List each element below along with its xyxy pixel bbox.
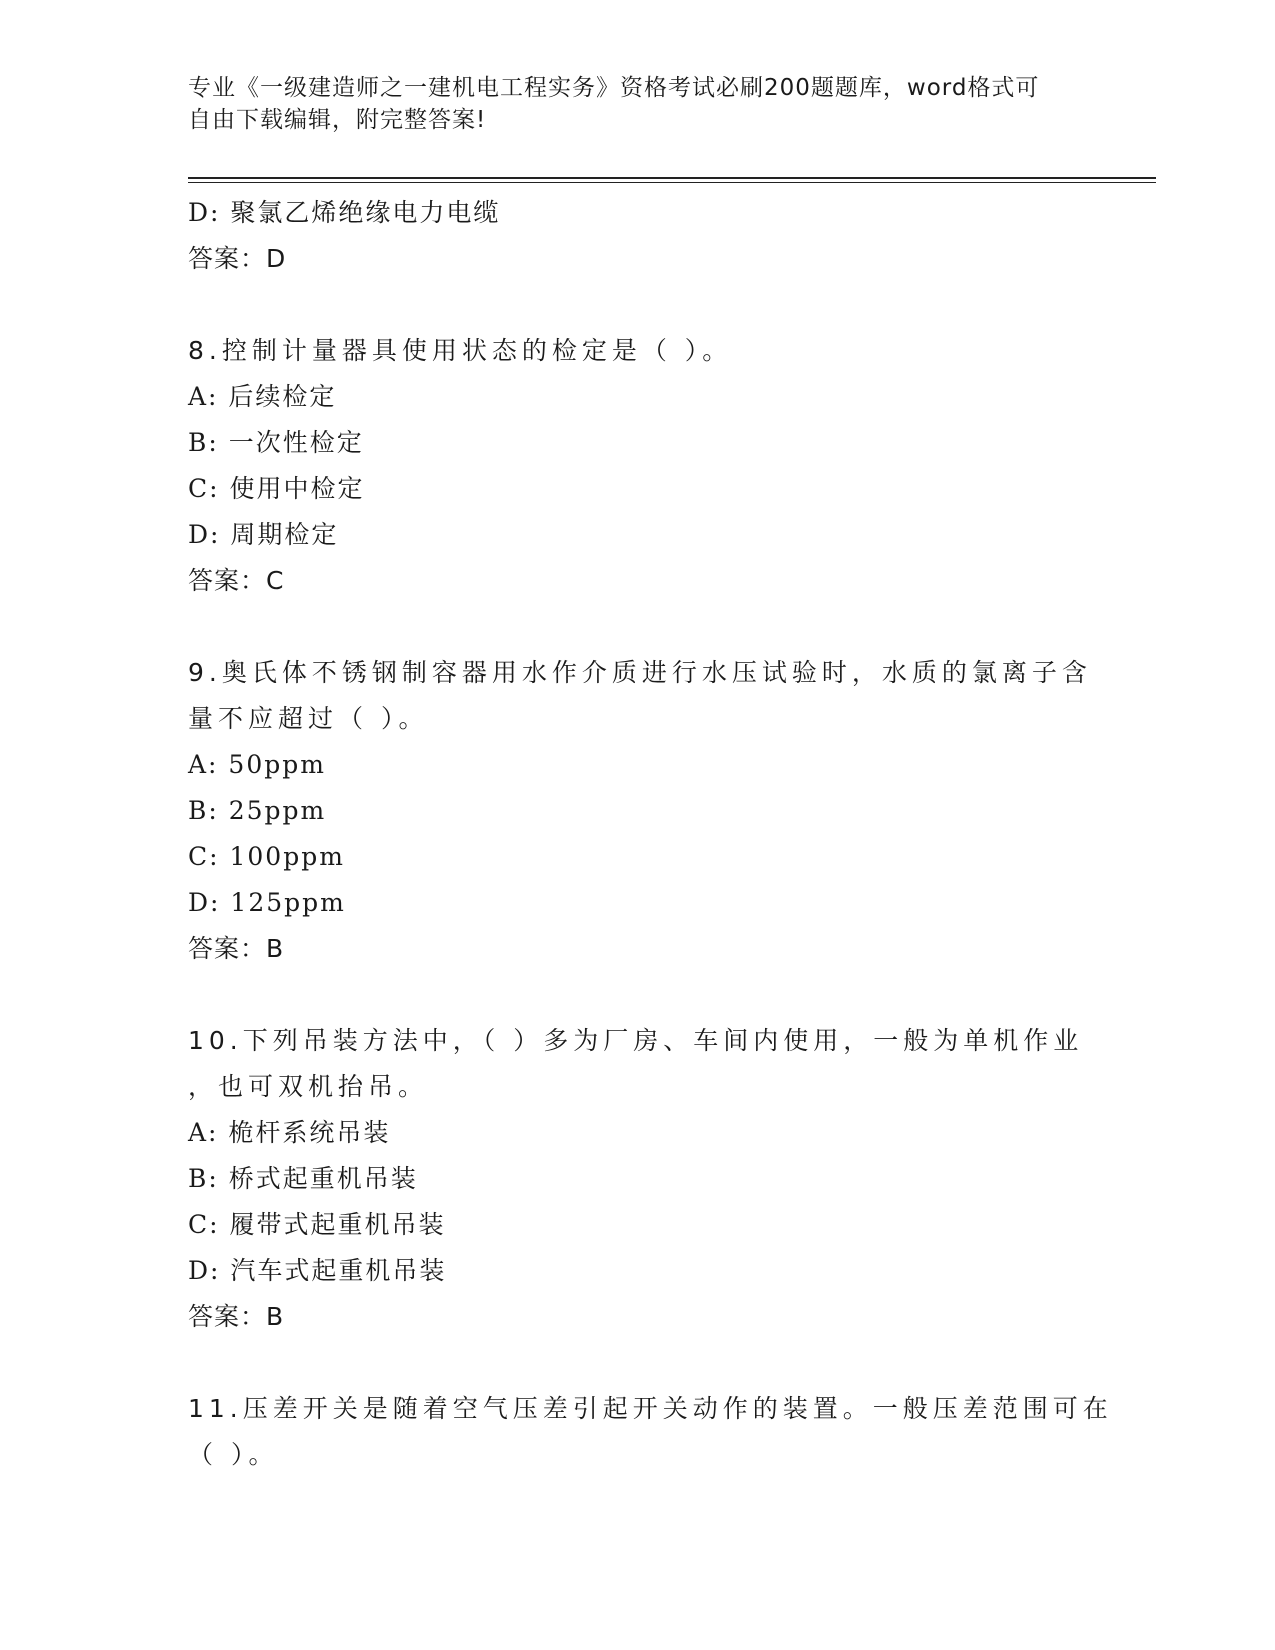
answer-label: 答案：B (188, 934, 285, 963)
question-stem-continued: 量不应超过（ ）。 (188, 704, 429, 733)
spacer (188, 972, 1088, 1018)
option-a: A: 后续检定 (188, 382, 337, 411)
option-c: C: 履带式起重机吊装 (188, 1210, 446, 1239)
option-c: C: 使用中检定 (188, 474, 365, 503)
question-block-8 (188, 328, 1088, 604)
question-stem-continued: （ ）。 (188, 1440, 279, 1469)
answer-label: 答案：B (188, 1302, 285, 1331)
option-a: A: 桅杆系统吊装 (188, 1118, 391, 1147)
answer-label: 答案：C (188, 566, 285, 595)
option-c: C: 100ppm (188, 842, 345, 871)
question-block-prev (188, 190, 1088, 282)
question-block-11 (188, 1386, 1113, 1478)
question-list (188, 190, 1113, 1478)
question-stem: 8.控制计量器具使用状态的检定是（ ）。 (188, 336, 733, 365)
spacer (188, 604, 1088, 650)
option-b: B: 桥式起重机吊装 (188, 1164, 418, 1193)
header-line-1: 专业《一级建造师之一建机电工程实务》资格考试必刷200题题库，word格式可 (188, 75, 1040, 101)
spacer (188, 282, 1088, 328)
document-header (188, 72, 1068, 136)
question-stem: 10.下列吊装方法中，（ ）多为厂房、车间内使用，一般为单机作业 (188, 1026, 1084, 1055)
header-line-2: 自由下载编辑，附完整答案! (188, 107, 487, 133)
answer-label: 答案：D (188, 244, 287, 273)
option-a: A: 50ppm (188, 750, 326, 779)
option-d: D: 125ppm (188, 888, 346, 917)
option-d: D: 聚氯乙烯绝缘电力电缆 (188, 198, 501, 227)
question-stem-continued: ，也可双机抬吊。 (188, 1072, 429, 1101)
header-rule (188, 177, 1156, 179)
option-d: D: 周期检定 (188, 520, 339, 549)
option-d: D: 汽车式起重机吊装 (188, 1256, 447, 1285)
option-b: B: 25ppm (188, 796, 327, 825)
header-rule-secondary (188, 182, 1156, 183)
spacer (188, 1340, 1088, 1386)
question-stem: 11.压差开关是随着空气压差引起开关动作的装置。一般压差范围可在 (188, 1394, 1113, 1423)
question-stem: 9.奥氏体不锈钢制容器用水作介质进行水压试验时，水质的氯离子含 (188, 658, 1092, 687)
question-block-10 (188, 1018, 1088, 1340)
option-b: B: 一次性检定 (188, 428, 364, 457)
question-block-9 (188, 650, 1092, 972)
